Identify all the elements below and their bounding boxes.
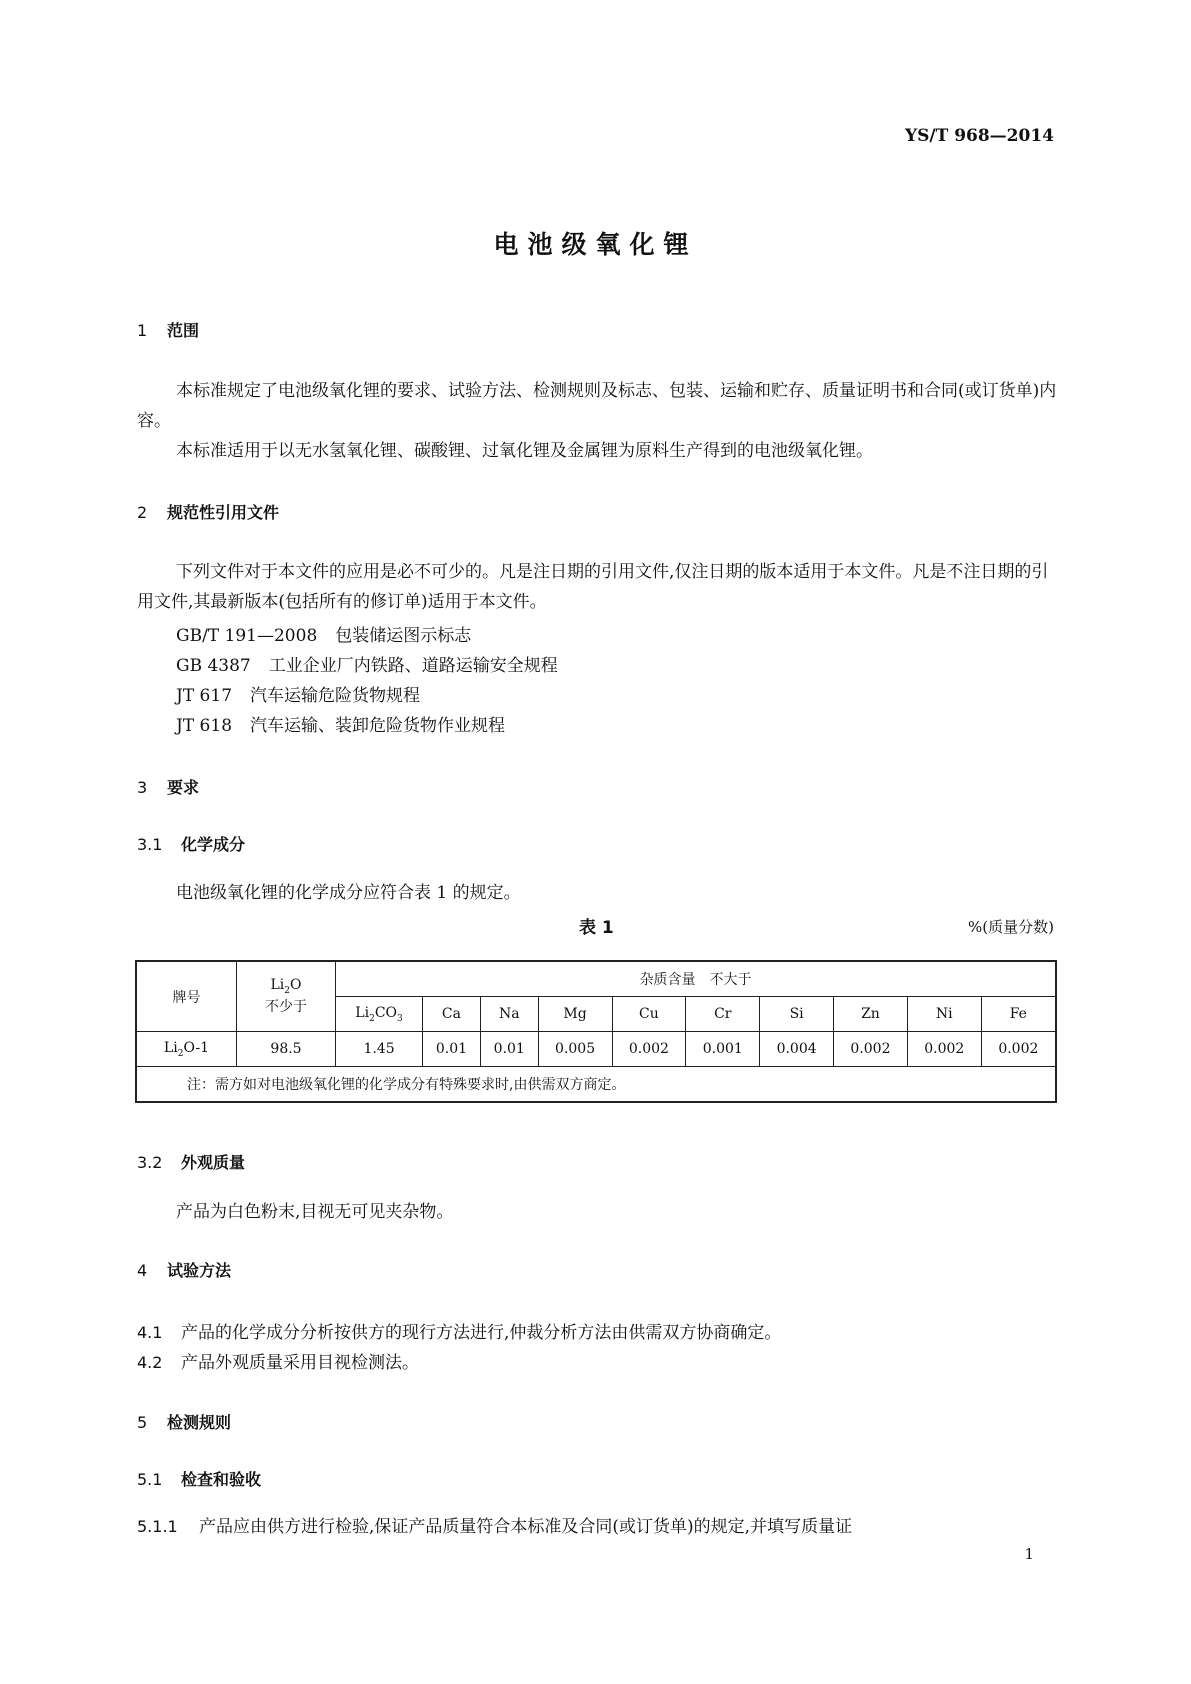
normative-reference xyxy=(176,651,558,676)
header-zn: Zn xyxy=(834,997,908,1032)
header-fe: Fe xyxy=(981,997,1056,1032)
section-1-paragraph-2: 本标准适用于以无水氢氧化锂、碳酸锂、过氧化锂及金属锂为原料生产得到的电池级氧化锂。 xyxy=(176,441,873,461)
section-number: 2 xyxy=(137,503,148,522)
cell-cr: 0.001 xyxy=(686,1032,760,1067)
table-note: 注：需方如对电池级氧化锂的化学成分有特殊要求时,由供需双方商定。 xyxy=(136,1067,1056,1103)
reference-name: 工业企业厂内铁路、道路运输安全规程 xyxy=(268,656,558,676)
section-1-paragraph-1: 本标准规定了电池级氧化锂的要求、试验方法、检测规则及标志、包装、运输和贮存、质量证明书和合同(或订货单)内容。 xyxy=(137,381,1057,431)
header-mg: Mg xyxy=(538,997,612,1032)
reference-code: JT 618 xyxy=(176,716,233,736)
section-title: 外观质量 xyxy=(181,1153,246,1172)
cell-cu: 0.002 xyxy=(612,1032,686,1067)
header-li2o xyxy=(237,961,336,1032)
header-impurity-content: 杂质含量 不大于 xyxy=(336,961,1057,997)
clause-text: 产品的化学成分分析按供方的现行方法进行,仲裁分析方法由供需双方协商确定。 xyxy=(181,1323,782,1343)
table-header-row xyxy=(136,961,1056,997)
reference-code: JT 617 xyxy=(176,686,233,706)
cell-na: 0.01 xyxy=(480,1032,538,1067)
cell-ni: 0.002 xyxy=(907,1032,981,1067)
clause-4-2 xyxy=(137,1348,419,1373)
header-li2co3: $Li_2CO_3$ xyxy=(336,997,423,1032)
reference-name: 包装储运图示标志 xyxy=(335,626,472,646)
header-li2o-min: 不少于 xyxy=(265,998,307,1015)
table-note-row xyxy=(136,1067,1056,1103)
standard-code: YS/T 968—2014 xyxy=(905,126,1054,146)
section-number: 3.2 xyxy=(137,1153,163,1172)
cell-mg: 0.005 xyxy=(538,1032,612,1067)
header-li2o-formula: $Li_2O$ xyxy=(270,977,302,996)
section-5-1-heading xyxy=(137,1467,261,1490)
section-title: 检查和验收 xyxy=(181,1470,262,1489)
page-number: 1 xyxy=(1024,1545,1034,1563)
reference-code: GB 4387 xyxy=(176,656,251,676)
cell-ca: 0.01 xyxy=(423,1032,481,1067)
section-3-2-heading xyxy=(137,1150,245,1173)
document-title: 电池级氧化锂 xyxy=(493,230,698,259)
header-ca: Ca xyxy=(423,997,481,1032)
normative-reference xyxy=(176,681,420,706)
section-number: 1 xyxy=(137,321,148,340)
table-unit: %(质量分数) xyxy=(968,918,1054,936)
section-number: 5.1 xyxy=(137,1470,163,1489)
section-3-1-paragraph: 电池级氧化锂的化学成分应符合表 1 的规定。 xyxy=(176,883,521,903)
clause-number: 4.1 xyxy=(137,1323,163,1342)
section-2-heading xyxy=(137,500,279,523)
cell-fe: 0.002 xyxy=(981,1032,1056,1067)
table-caption: 表 1 xyxy=(579,918,614,938)
cell-si: 0.004 xyxy=(760,1032,834,1067)
normative-reference xyxy=(176,621,471,646)
clause-text: 产品外观质量采用目视检测法。 xyxy=(181,1353,419,1373)
section-title: 检测规则 xyxy=(167,1413,232,1432)
section-3-heading xyxy=(137,775,199,798)
clause-number: 4.2 xyxy=(137,1353,163,1372)
header-brand: 牌号 xyxy=(136,961,237,1032)
section-title: 试验方法 xyxy=(167,1261,232,1280)
header-na: Na xyxy=(480,997,538,1032)
header-cu: Cu xyxy=(612,997,686,1032)
reference-name: 汽车运输、装卸危险货物作业规程 xyxy=(250,716,506,736)
clause-4-1 xyxy=(137,1318,781,1343)
section-number: 5 xyxy=(137,1413,148,1432)
section-title: 化学成分 xyxy=(181,835,246,854)
section-number: 3.1 xyxy=(137,835,163,854)
chemical-composition-table xyxy=(135,960,1057,1103)
section-3-1-heading xyxy=(137,832,245,855)
section-number: 3 xyxy=(137,778,148,797)
cell-brand: $Li_2O-1$ xyxy=(136,1032,237,1067)
normative-reference xyxy=(176,711,505,736)
cell-zn: 0.002 xyxy=(834,1032,908,1067)
clause-text: 产品应由供方进行检验,保证产品质量符合本标准及合同(或订货单)的规定,并填写质量证 xyxy=(199,1517,853,1537)
clause-number: 5.1.1 xyxy=(137,1517,178,1536)
section-2-paragraph-1: 下列文件对于本文件的应用是必不可少的。凡是注日期的引用文件,仅注日期的版本适用于本文件。凡是不注日期的引用文件,其最新版本(包括所有的修订单)适用于本文件。 xyxy=(137,562,1049,612)
section-title: 要求 xyxy=(167,778,200,797)
header-cr: Cr xyxy=(686,997,760,1032)
section-number: 4 xyxy=(137,1261,148,1280)
clause-5-1-1 xyxy=(137,1512,852,1537)
cell-li2co3: 1.45 xyxy=(336,1032,423,1067)
section-1-heading xyxy=(137,318,199,341)
section-title: 范围 xyxy=(167,321,200,340)
reference-name: 汽车运输危险货物规程 xyxy=(250,686,421,706)
section-3-2-paragraph: 产品为白色粉末,目视无可见夹杂物。 xyxy=(176,1202,454,1222)
section-title: 规范性引用文件 xyxy=(167,503,280,522)
section-5-heading xyxy=(137,1410,231,1433)
header-ni: Ni xyxy=(907,997,981,1032)
reference-code: GB/T 191—2008 xyxy=(176,626,318,646)
cell-li2o: 98.5 xyxy=(237,1032,336,1067)
section-4-heading xyxy=(137,1258,231,1281)
header-si: Si xyxy=(760,997,834,1032)
table-row xyxy=(136,1032,1056,1067)
